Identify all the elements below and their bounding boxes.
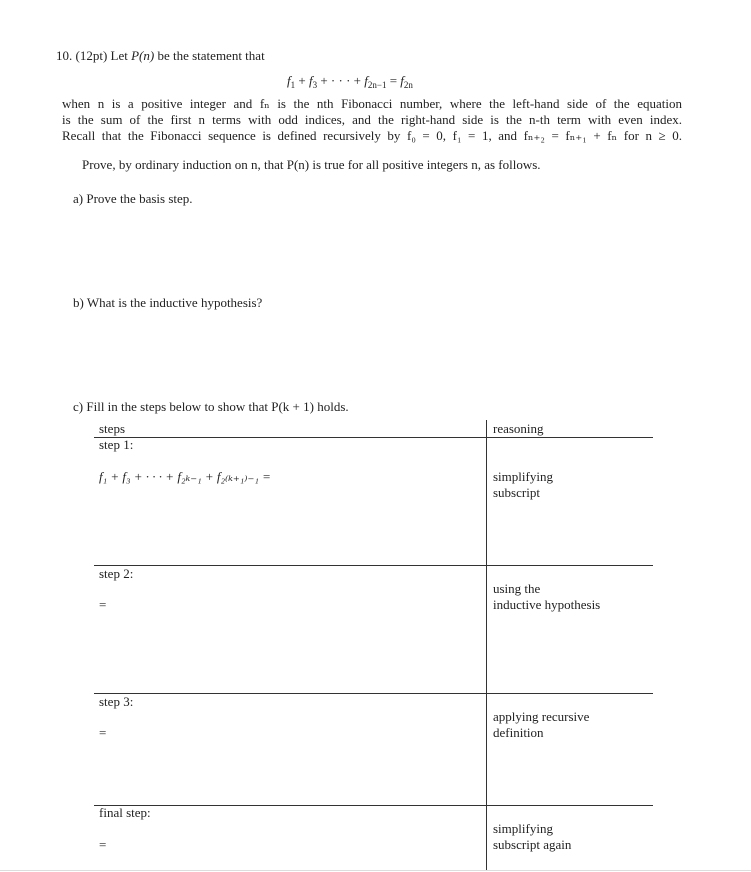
eq-term: f [400, 73, 404, 88]
eq-sub: 2n−1 [367, 80, 387, 90]
header-reasoning: reasoning [493, 421, 544, 436]
part-a-label: a) [73, 191, 84, 206]
part-b-label: b) [73, 295, 84, 310]
final-step-reasoning [493, 821, 571, 853]
header-steps: steps [99, 421, 125, 436]
reason-line: inductive hypothesis [493, 597, 601, 612]
step-2-reasoning [493, 581, 600, 613]
reason-line: subscript [493, 485, 540, 500]
eq-op: + [298, 73, 306, 88]
part-c-text: Fill in the steps below to show that P(k + 1) holds. [86, 399, 349, 414]
statement-equation [287, 73, 413, 89]
problem-number: 10. [56, 48, 73, 63]
predicate: P(n) [131, 48, 155, 63]
eq-term: f [308, 73, 313, 88]
row-rule-1 [94, 565, 653, 566]
paragraph-line-2: is the sum of the first n terms with odd indices, and the right-hand side is the n-th term with even index. [62, 112, 682, 127]
prove-instruction: Prove, by ordinary induction on n, that P(n) is true for all positive integers n, as follows. [82, 157, 541, 172]
part-c-label: c) [73, 399, 84, 414]
problem-heading [56, 48, 265, 64]
reason-line: simplifying [493, 821, 553, 836]
page-bottom-edge [0, 870, 751, 871]
step-2-label: step 2: [99, 566, 134, 581]
row-rule-2 [94, 693, 653, 694]
part-a [73, 191, 193, 207]
step-3-expression: = [99, 725, 107, 740]
step-3-reasoning [493, 709, 589, 741]
eq-op: = [389, 73, 398, 88]
eq-term: f [364, 73, 368, 88]
header-rule [94, 437, 653, 438]
step-1-reasoning [493, 469, 553, 501]
step-2-expression: = [99, 597, 107, 612]
reason-line: subscript again [493, 837, 572, 852]
paragraph-line-3: Recall that the Fibonacci sequence is defined recursively by f₀ = 0, f₁ = 1, and fₙ₊₂ = fₙ₊₁ + fₙ for n ≥ 0. [62, 128, 682, 143]
final-step-label: final step: [99, 805, 151, 820]
paragraph-line-1: when n is a positive integer and fₙ is the nth Fibonacci number, where the left-hand side of the equation [62, 96, 682, 111]
eq-sub: 3 [312, 80, 318, 90]
reason-line: definition [493, 725, 544, 740]
eq-term: f [287, 73, 291, 88]
step-1-label: step 1: [99, 437, 134, 452]
row-rule-3 [94, 805, 653, 806]
step-1-expression: f₁ + f₃ + · · · + f₂ₖ₋₁ + f₂₍ₖ₊₁₎₋₁ = [99, 469, 271, 484]
part-c [73, 399, 349, 415]
reason-line: applying recursive [493, 709, 590, 724]
part-a-text: Prove the basis step. [86, 191, 193, 206]
part-b-text: What is the inductive hypothesis? [86, 295, 263, 310]
problem-intro-rest: be the statement that [157, 48, 265, 63]
eq-sub: 2n [403, 80, 413, 90]
eq-sub: 1 [290, 80, 296, 90]
final-step-expression: = [99, 837, 107, 852]
eq-op: + · · · + [320, 73, 361, 88]
reason-line: simplifying [493, 469, 553, 484]
step-3-label: step 3: [99, 694, 134, 709]
reason-line: using the [493, 581, 541, 596]
problem-intro: Let [110, 48, 128, 63]
table-divider [486, 420, 487, 870]
statement-paragraph [62, 96, 682, 144]
problem-points: (12pt) [75, 48, 108, 63]
part-b [73, 295, 262, 311]
